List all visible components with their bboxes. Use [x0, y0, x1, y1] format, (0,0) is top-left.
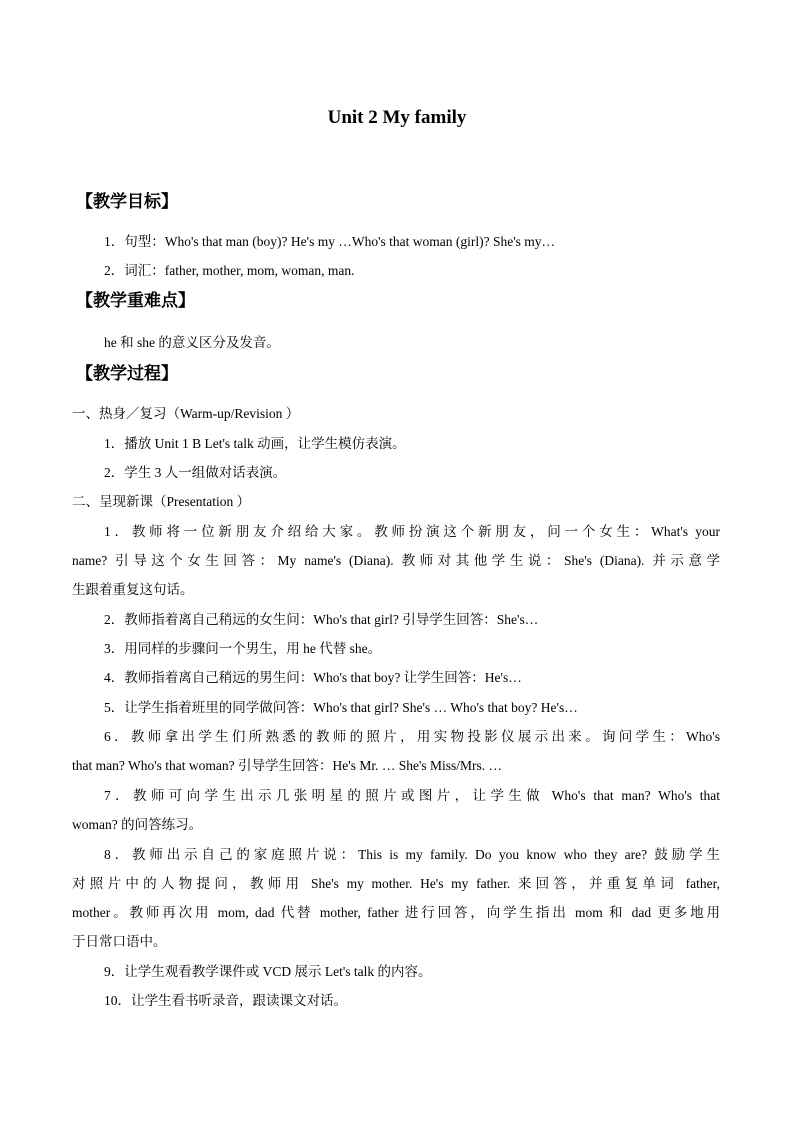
warmup-heading: 一、热身／复习（Warm-up/Revision ） — [72, 406, 300, 421]
presentation-line: that man? Who's that woman? 引导学生回答：He's Mr. … She's Miss/Mrs. … — [72, 758, 503, 773]
presentation-line: 7．教师可向学生出示几张明星的照片或图片，让学生做 Who's that man? Who's that — [104, 788, 720, 803]
presentation-line: 对照片中的人物提问，教师用 She's my mother. He's my father. 来回答，并重复单词 father, — [72, 876, 720, 891]
key-point-text: he 和 she 的意义区分及发音。 — [104, 335, 280, 350]
presentation-line: 2．教师指着离自己稍远的女生问：Who's that girl? 引导学生回答：She's… — [104, 612, 539, 627]
warmup-item: 2．学生 3 人一组做对话表演。 — [104, 465, 287, 480]
presentation-line: 8．教师出示自己的家庭照片说：This is my family. Do you know who they are? 鼓励学生 — [104, 847, 720, 862]
presentation-line: 4．教师指着离自己稍远的男生问：Who's that boy? 让学生回答：He's… — [104, 670, 522, 685]
presentation-line: 于日常口语中。 — [72, 934, 167, 949]
presentation-line: 6．教师拿出学生们所熟悉的教师的照片，用实物投影仪展示出来。询问学生：Who's — [104, 729, 720, 744]
objective-item: 1．句型：Who's that man (boy)? He's my …Who's that woman (girl)? She's my… — [104, 234, 556, 249]
presentation-line: 3．用同样的步骤问一个男生，用 he 代替 she。 — [104, 641, 382, 656]
presentation-line: name? 引导这个女生回答：My name's (Diana). 教师对其他学生说：She's (Diana). 并示意学 — [72, 553, 720, 568]
objective-item: 2．词汇：father, mother, mom, woman, man. — [104, 263, 355, 278]
section-heading-key-points: 【教学重难点】 — [76, 291, 195, 310]
presentation-line: mother。教师再次用 mom, dad 代替 mother, father 进行回答，向学生指出 mom 和 dad 更多地用 — [72, 905, 720, 920]
section-heading-process: 【教学过程】 — [76, 364, 178, 383]
presentation-line: 9．让学生观看教学课件或 VCD 展示 Let's talk 的内容。 — [104, 964, 432, 979]
presentation-heading: 二、呈现新课（Presentation ） — [72, 494, 251, 509]
presentation-line: 1．教师将一位新朋友介绍给大家。教师扮演这个新朋友，问一个女生：What's your — [104, 524, 720, 539]
page-title: Unit 2 My family — [327, 107, 467, 128]
presentation-line: woman? 的问答练习。 — [72, 817, 203, 832]
section-heading-objectives: 【教学目标】 — [76, 192, 178, 211]
warmup-item: 1．播放 Unit 1 B Let's talk 动画，让学生模仿表演。 — [104, 436, 406, 451]
presentation-line: 生跟着重复这句话。 — [72, 582, 194, 597]
presentation-line: 5．让学生指着班里的同学做问答：Who's that girl? She's … Who's that boy? He's… — [104, 700, 578, 715]
presentation-line: 10．让学生看书听录音，跟读课文对话。 — [104, 993, 347, 1008]
